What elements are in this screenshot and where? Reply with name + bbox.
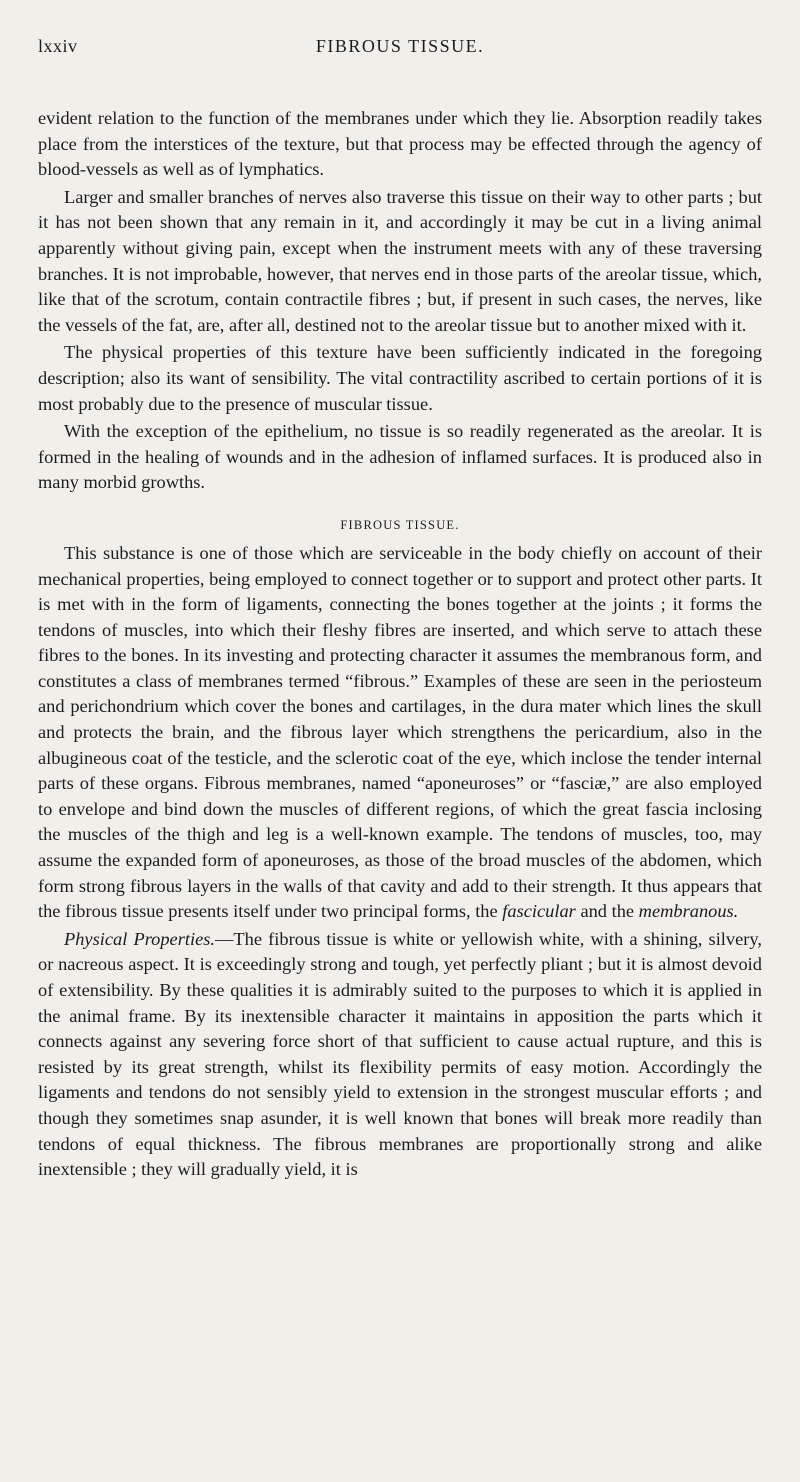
paragraph-continued: evident relation to the function of the membranes under which they lie. Absorption readily takes place from the interstices of the texture, but that process may be effected through the agency of blood-vessels as well as of lymphatics. xyxy=(38,108,762,180)
intro-text: This substance is one of those which are serviceable in the body chiefly on account of their mechanical properties, being employed to connect together or to support and protect other parts. It is met with in the form of ligaments, connecting the bones together at the joints ; it forms the tendons of muscles, into which their fleshy fibres are inserted, and which serve to attach these fibres to the bones. In its investing and protecting character it assumes the membranous form, and constitutes a class of membranes termed “fibrous.” Examples of these are seen in the periosteum and perichondrium which cover the bones and cartilages, in the dura mater which lines the skull and protects the brain, and the fibrous layer which strengthens the pericardium, also in the albugineous coat of the testicle, and the sclerotic coat of the eye, which inclose the tender internal parts of these organs. Fibrous membranes, named “aponeuroses” or “fasciæ,” are also employed to envelope and bind down the muscles of different regions, of which the great fascia inclosing the muscles of the thigh and leg is a well-known example. The tendons of muscles, too, may assume the expanded form of aponeuroses, as those of the broad muscles of the abdomen, which form strong fibrous layers in the walls of that cavity and add to their strength. It thus appears that the fibrous tissue presents itself under two principal forms, the xyxy=(38,542,762,922)
running-title: FIBROUS TISSUE. xyxy=(315,36,485,56)
paragraph-regeneration: With the exception of the epithelium, no tissue is so readily regenerated as the areolar. It is formed in the healing of wounds and in the adhesion of inflamed surfaces. It is produced also in many morbid growths. xyxy=(38,421,762,493)
paragraph-nerves: Larger and smaller branches of nerves also traverse this tissue on their way to other parts ; but it has not been shown that any remain in it, and accordingly it may be cut in a living animal apparently without giving pain, except when the instrument meets with any of these traversing branches. It is not improbable, however, that nerves end in those parts of the areolar tissue, which, like that of the scrotum, contain contractile fibres ; but, if present in such cases, the nerves, like the vessels of the fat, are, after all, destined not to the areolar tissue but to another mixed with it. xyxy=(38,186,762,335)
running-head xyxy=(38,30,762,64)
section-heading: FIBROUS TISSUE. xyxy=(340,517,460,532)
paragraph-physical-properties-areolar: The physical properties of this texture have been sufficiently indicated in the foregoing description; also its want of sensibility. The vital contractility ascribed to certain portions of it is most probably due to the presence of muscular tissue. xyxy=(38,342,762,414)
paragraph-fibrous-intro xyxy=(38,541,762,925)
run-in-heading: Physical Properties. xyxy=(64,928,216,949)
body-text xyxy=(38,106,762,1183)
conjunction-text: and the xyxy=(575,901,639,922)
page-number: lxxiv xyxy=(38,36,78,56)
physical-properties-text: —The fibrous tissue is white or yellowish white, with a shining, silvery, or nacreous aspect. It is exceedingly strong and tough, yet perfectly pliant ; but it is almost devoid of extensibility. By these qualities it is admirably suited to the purposes to which it is applied in the animal frame. By its inextensible character it maintains in apposition the parts which it connects against any severing force short of that sufficient to cause actual rupture, and this is resisted by its great strength, whilst its flexibility permits of easy motion. Accordingly the ligaments and tendons do not sensibly yield to extension in the strongest muscular efforts ; and though they sometimes snap asunder, it is well known that bones will break more readily than tendons of equal thickness. The fibrous membranes are proportionally strong and alike inextensible ; they will gradually yield, it is xyxy=(38,928,762,1180)
italic-term-membranous: membranous. xyxy=(638,901,739,922)
paragraph-physical-properties xyxy=(38,927,762,1183)
italic-term-fascicular: fascicular xyxy=(502,901,576,922)
